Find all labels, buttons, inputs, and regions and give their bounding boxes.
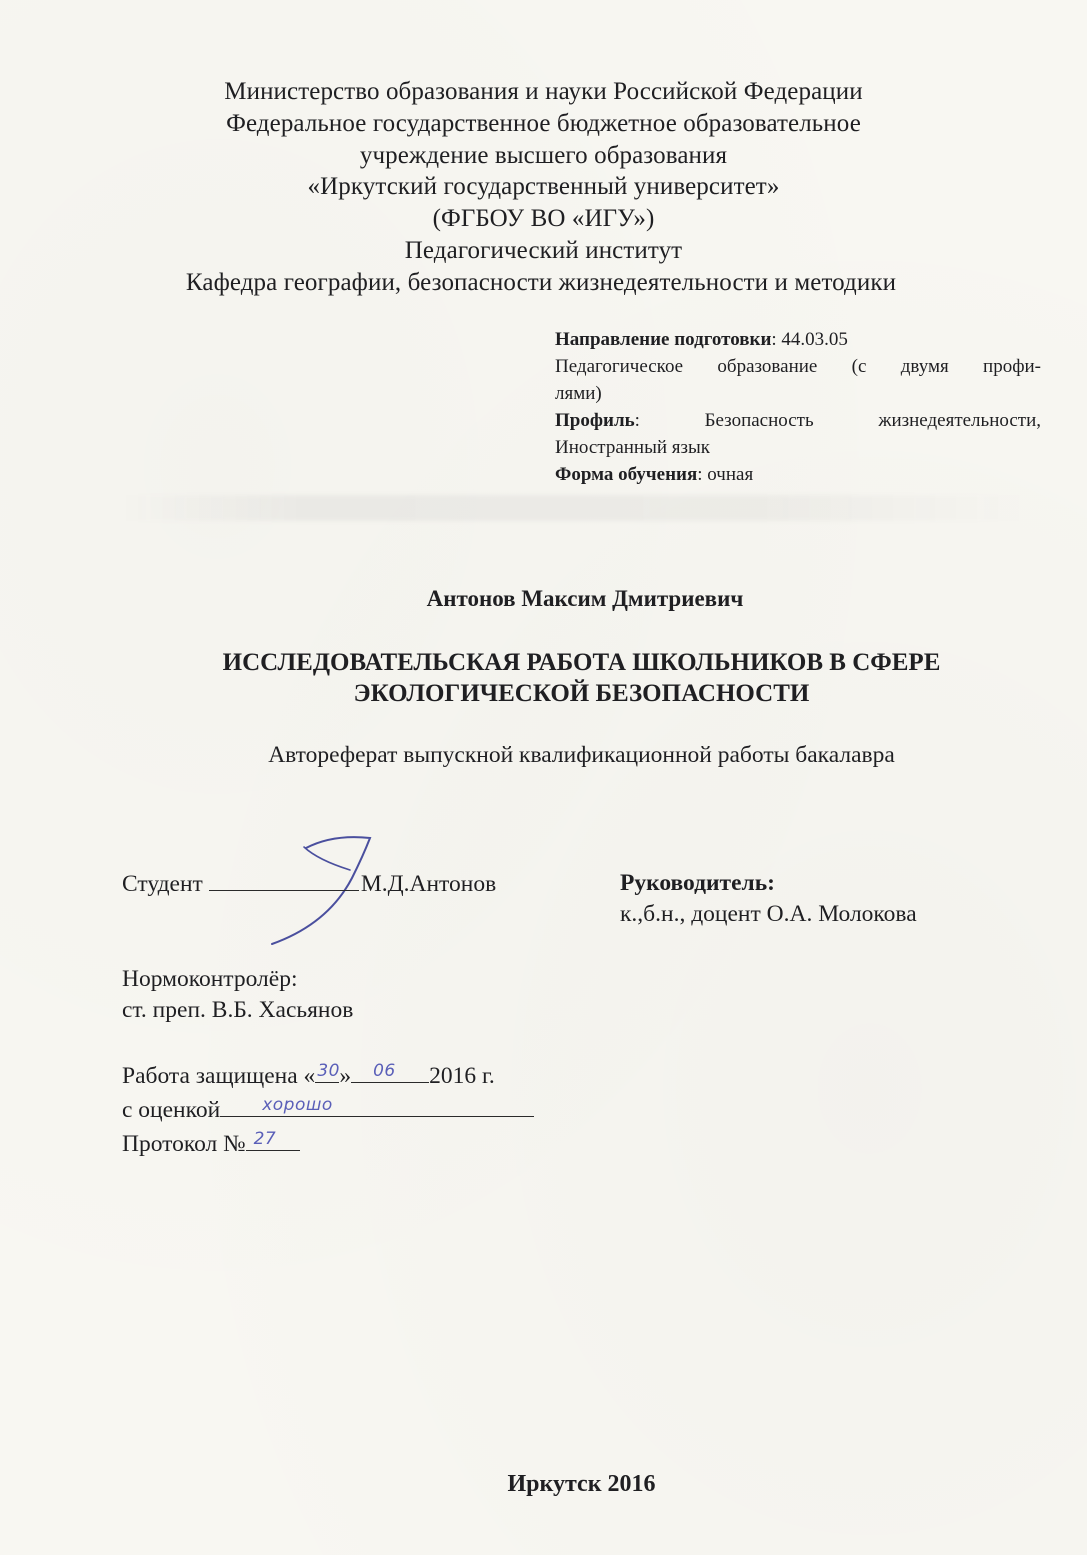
thesis-title-line1: ИССЛЕДОВАТЕЛЬСКАЯ РАБОТА ШКОЛЬНИКОВ В СФЕРЕ	[222, 649, 941, 676]
direction-name-line1: Педагогическое образование (с двумя профи-	[555, 356, 1041, 377]
document-type: Автореферат выпускной квалификационной работы бакалавра	[268, 742, 895, 768]
defense-day-handwritten: 30	[317, 1061, 340, 1081]
profile-value-line2: Иностранный язык	[555, 437, 711, 458]
form-row	[555, 461, 1041, 488]
defense-year: 2016 г.	[429, 1063, 495, 1089]
defense-month-field	[351, 1058, 429, 1083]
form-value: : очная	[697, 464, 754, 485]
form-label: Форма обучения	[555, 464, 698, 485]
grade-label: с оценкой	[122, 1097, 221, 1123]
normocontrol-label: Нормоконтролёр:	[122, 966, 298, 992]
defense-month-handwritten: 06	[373, 1061, 396, 1081]
supervisor-block	[620, 868, 917, 930]
profile-row	[555, 407, 1041, 434]
profile-value-line1: : Безопасность жизнедеятельности,	[634, 410, 1041, 431]
header-institution-type: учреждение высшего образования	[359, 141, 728, 169]
student-name: М.Д.Антонов	[360, 871, 497, 897]
institution-header	[0, 76, 1087, 299]
thesis-title-line2: ЭКОЛОГИЧЕСКОЙ БЕЗОПАСНОСТИ	[353, 680, 810, 707]
header-university-abbrev: (ФГБОУ ВО «ИГУ»)	[432, 205, 655, 233]
normocontrol-block	[122, 964, 353, 1026]
protocol-row	[122, 1126, 534, 1160]
header-federal-institution: Федеральное государственное бюджетное образовательное	[226, 109, 861, 137]
defense-day-field	[315, 1058, 339, 1083]
thesis-title	[0, 647, 1087, 709]
student-signature-line	[122, 868, 496, 900]
bleed-through-band	[120, 495, 1030, 521]
header-ministry: Министерство образования и науки Российской Федерации	[224, 78, 863, 105]
protocol-label: Протокол №	[122, 1131, 246, 1157]
direction-row	[555, 326, 1041, 353]
supervisor-label: Руководитель:	[620, 870, 775, 896]
defense-date-row	[122, 1058, 534, 1092]
study-direction-block	[555, 326, 1041, 488]
grade-handwritten: хорошо	[262, 1095, 333, 1115]
grade-row	[122, 1092, 534, 1126]
direction-name-line2: лями)	[555, 383, 602, 404]
profile-label: Профиль	[555, 410, 635, 431]
direction-code: : 44.03.05	[771, 329, 848, 350]
city-year: Иркутск 2016	[507, 1471, 656, 1497]
author-name: Антонов Максим Дмитриевич	[426, 586, 744, 611]
normocontrol-value: ст. преп. В.Б. Хасьянов	[122, 997, 354, 1023]
header-institute: Педагогический институт	[404, 236, 683, 264]
protocol-field	[246, 1126, 300, 1151]
direction-label: Направление подготовки	[555, 329, 772, 350]
supervisor-value: к.,б.н., доцент О.А. Молокова	[620, 901, 917, 927]
header-university-name: «Иркутский государственный университет»	[307, 173, 780, 201]
defense-block	[122, 1058, 534, 1160]
student-label: Студент	[122, 871, 203, 897]
defense-prefix: Работа защищена «	[122, 1063, 316, 1089]
header-department: Кафедра географии, безопасности жизнедеятельности и методики	[185, 268, 897, 296]
grade-field	[220, 1092, 534, 1117]
student-signature-blank	[209, 868, 359, 891]
protocol-handwritten: 27	[253, 1129, 277, 1149]
defense-quote-close: »	[339, 1063, 352, 1089]
